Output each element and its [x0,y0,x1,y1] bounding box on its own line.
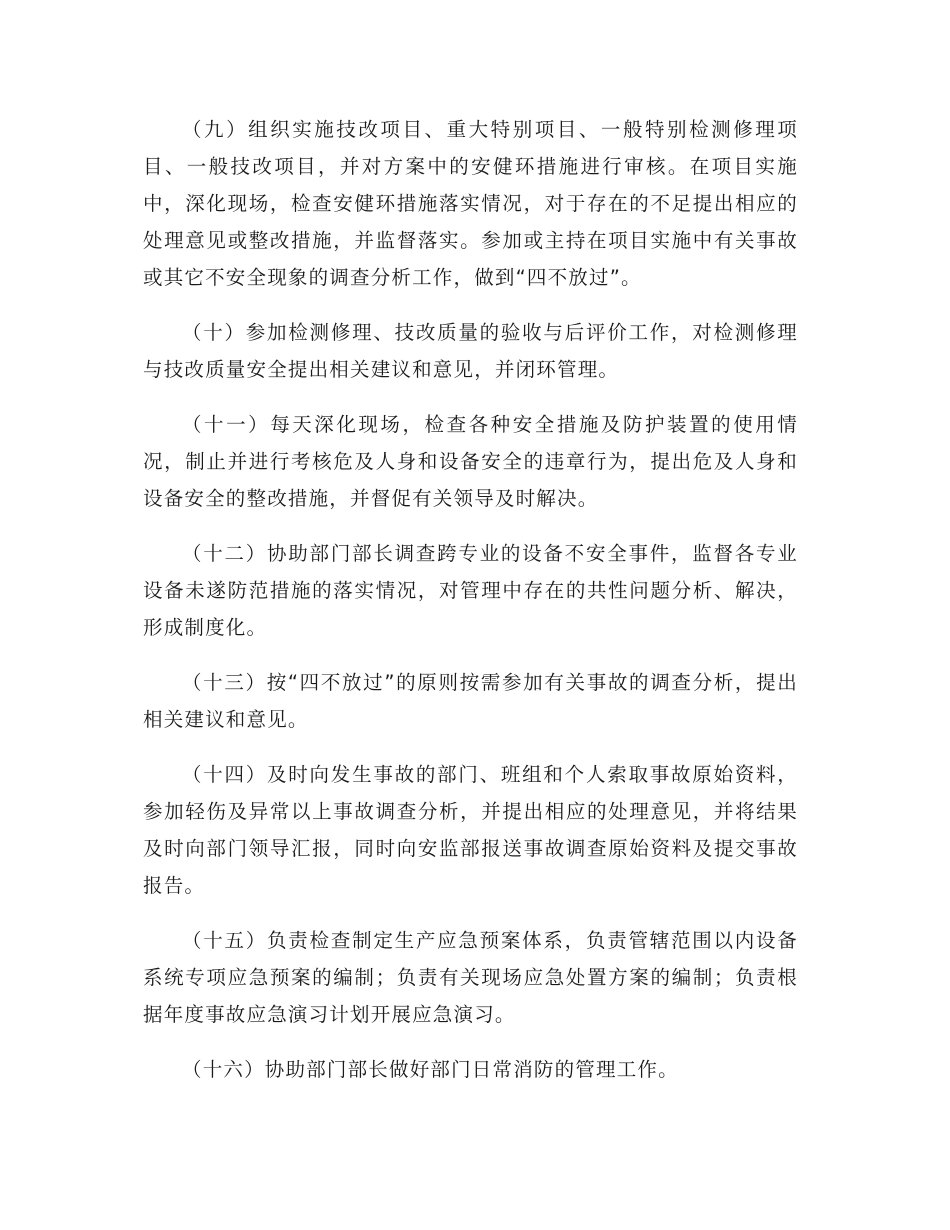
paragraph-item-15: （十五）负责检查制定生产应急预案体系，负责管辖范围以内设备系统专项应急预案的编制；负责有关现场应急处置方案的编制；负责根据年度事故应急演习计划开展应急演习。 [143,929,798,1026]
paragraph-item-12: （十二）协助部门部长调查跨专业的设备不安全事件，监督各专业设备未遂防范措施的落实情况，对管理中存在的共性问题分析、解决，形成制度化。 [143,542,798,639]
document-body [143,111,798,1106]
paragraph-item-13: （十三）按“四不放过”的原则按需参加有关事故的调查分析，提出相关建议和意见。 [143,671,798,731]
paragraph-item-11: （十一）每天深化现场，检查各种安全措施及防护装置的使用情况，制止并进行考核危及人身和设备安全的违章行为，提出危及人身和设备安全的整改措施，并督促有关领导及时解决。 [143,413,798,510]
paragraph-item-14: （十四）及时向发生事故的部门、班组和个人索取事故原始资料，参加轻伤及异常以上事故调查分析，并提出相应的处理意见，并将结果及时向部门领导汇报，同时向安监部报送事故调查原始资料及提交事故报告。 [143,763,798,897]
paragraph-item-9: （九）组织实施技改项目、重大特别项目、一般特别检测修理项目、一般技改项目，并对方案中的安健环措施进行审核。在项目实施中，深化现场，检查安健环措施落实情况，对于存在的不足提出相应的处理意见或整改措施，并监督落实。参加或主持在项目实施中有关事故或其它不安全现象的调查分析工作，做到“四不放过”。 [143,118,798,289]
paragraph-item-10: （十）参加检测修理、技改质量的验收与后评价工作，对检测修理与技改质量安全提出相关建议和意见，并闭环管理。 [143,321,798,381]
paragraph-item-16: （十六）协助部门部长做好部门日常消防的管理工作。 [182,1058,679,1081]
